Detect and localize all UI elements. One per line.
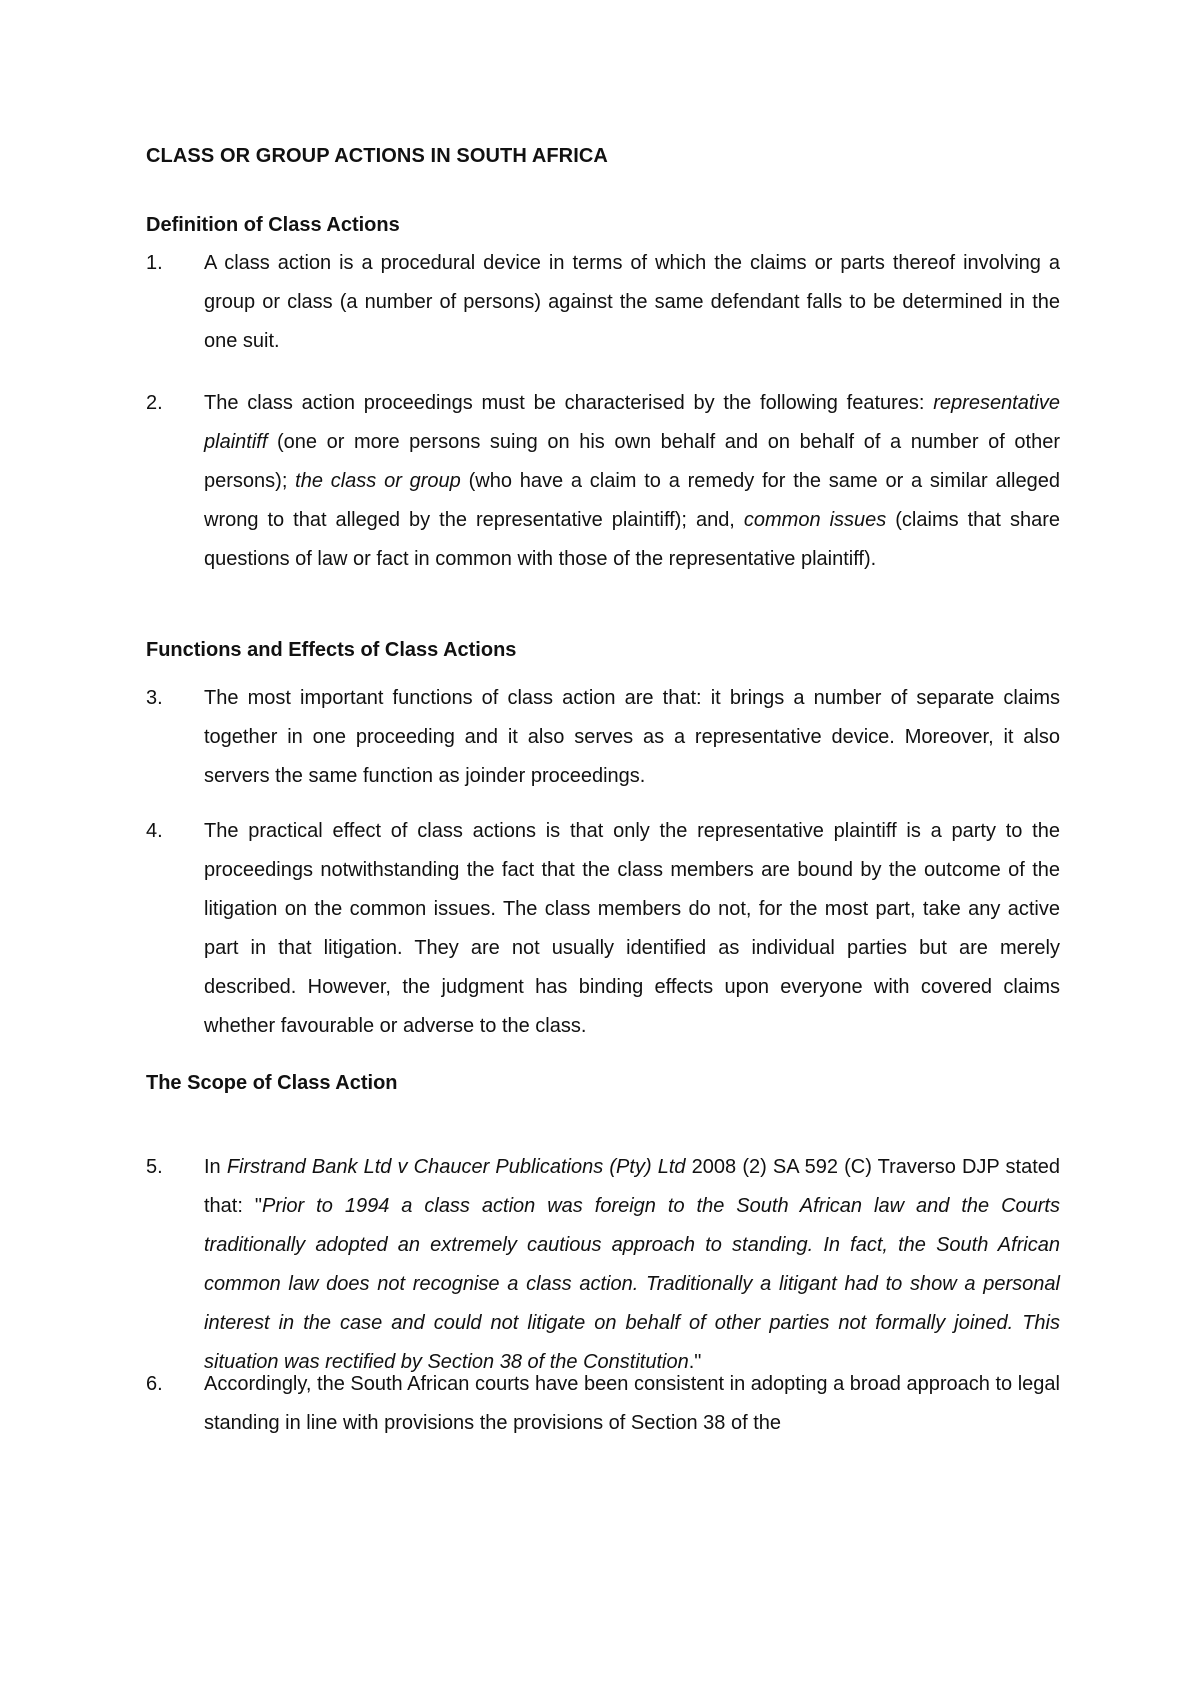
- text-run: The practical effect of class actions is that only the representative plaintiff is a party to the proceedings notwithstanding the fact that the class members are bound by the outcome of the litigation on the common issues. The class members do not, for the most part, take any active part in that litigation. They are not usually identified as individual parties but are merely described. However, the judgment has binding effects upon everyone with covered claims whether favourable or adverse to the class.: [204, 820, 1060, 1037]
- paragraph-text: [204, 679, 1060, 796]
- paragraph-4: [146, 812, 1060, 1046]
- paragraph-text: [204, 812, 1060, 1046]
- italic-text: representative plaintiff: [204, 392, 1060, 453]
- section-heading-definition: Definition of Class Actions: [146, 214, 400, 236]
- paragraph-text: [204, 384, 1060, 579]
- italic-text: Firstrand Bank Ltd v Chaucer Publications (Pty) Ltd: [226, 1156, 686, 1178]
- text-run: The class action proceedings must be characterised by the following features:: [204, 392, 934, 414]
- text-run: (claims that share questions of law or fact in common with those of the representative plaintiff).: [204, 509, 1060, 570]
- text-run: (one or more persons suing on his own behalf and on behalf of a number of other persons);: [204, 431, 1060, 492]
- paragraph-3: [146, 679, 1060, 796]
- paragraph-2: [146, 384, 1060, 579]
- paragraph-text: [204, 1148, 1060, 1382]
- section-heading-functions: Functions and Effects of Class Actions: [146, 639, 517, 661]
- paragraph-number: 3.: [146, 687, 163, 709]
- paragraph-text: [204, 244, 1060, 361]
- italic-text: the class or group: [295, 470, 461, 492]
- text-run: In: [204, 1156, 227, 1178]
- document-title: CLASS OR GROUP ACTIONS IN SOUTH AFRICA: [146, 145, 608, 167]
- paragraph-text: [204, 1365, 1060, 1443]
- paragraph-number: 1.: [146, 252, 163, 274]
- paragraph-number: 5.: [146, 1156, 163, 1178]
- paragraph-number: 2.: [146, 392, 163, 414]
- paragraph-1: [146, 244, 1060, 361]
- paragraph-6: [146, 1365, 1060, 1443]
- text-run: .": [688, 1351, 702, 1373]
- italic-text: common issues: [743, 509, 887, 531]
- italic-text: Prior to 1994 a class action was foreign to the South African law and the Courts traditionally adopted an extremely cautious approach to standing. In fact, the South African common law does not recognise a class action. Traditionally a litigant had to show a personal interest in the case and could not litigate on behalf of other parties not formally joined. This situation was rectified by Section 38 of the Constitution: [204, 1195, 1060, 1373]
- text-run: (who have a claim to a remedy for the same or a similar alleged wrong to that alleged by the representative plaintiff); and,: [204, 470, 1060, 531]
- paragraph-5: [146, 1148, 1060, 1382]
- text-run: A class action is a procedural device in terms of which the claims or parts thereof involving a group or class (a number of persons) against the same defendant falls to be determined in the one suit.: [204, 252, 1060, 352]
- section-heading-scope: The Scope of Class Action: [146, 1072, 398, 1094]
- paragraph-number: 6.: [146, 1373, 163, 1395]
- text-run: The most important functions of class action are that: it brings a number of separate claims together in one proceeding and it also serves as a representative device. Moreover, it also servers the same function as joinder proceedings.: [204, 687, 1060, 787]
- text-run: Accordingly, the South African courts have been consistent in adopting a broad approach to legal standing in line with provisions the provisions of Section 38 of the: [204, 1373, 1060, 1434]
- paragraph-number: 4.: [146, 820, 163, 842]
- text-run: 2008 (2) SA 592 (C) Traverso DJP stated that: ": [204, 1156, 1060, 1217]
